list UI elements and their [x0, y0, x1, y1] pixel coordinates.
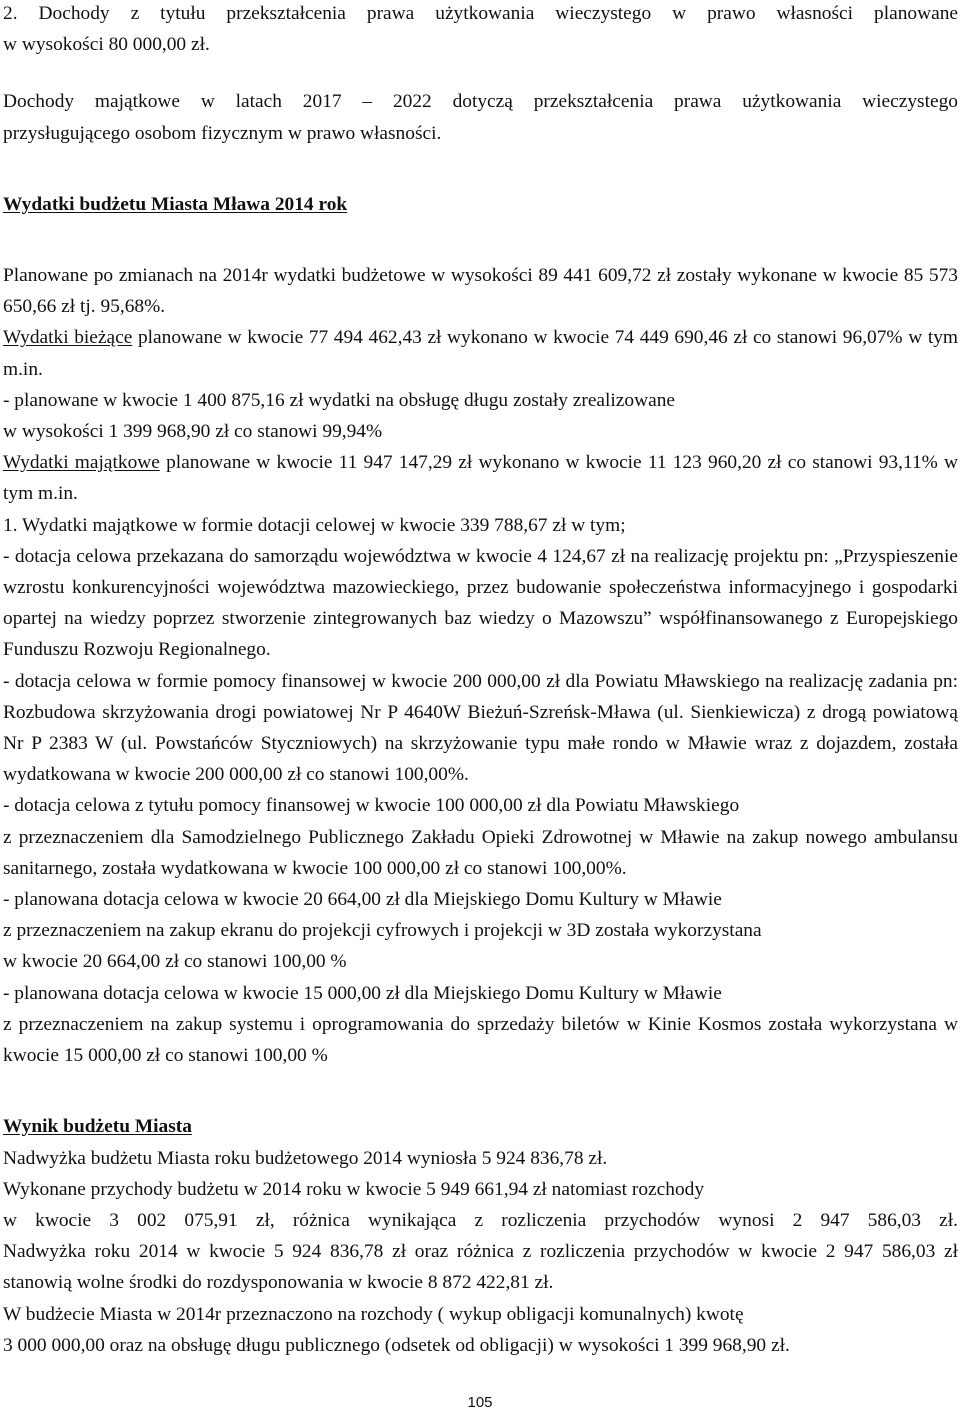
dlug-line1: - planowane w kwocie 1 400 875,16 zł wydatki na obsługę długu zostały zrealizowane — [3, 389, 676, 411]
item2-line2: w wysokości 80 000,00 zł. — [3, 34, 210, 56]
wynik-line4: Nadwyżka roku 2014 w kwocie 5 924 836,78 zł oraz różnica z rozliczenia przychodów w kwocie 2 947 586,03 zł stanowią wolne środki do rozdysponowania w kwocie 8 872 422,81 zł. — [3, 1241, 958, 1294]
dotacja-5-line1: - planowana dotacja celowa w kwocie 15 000,00 zł dla Miejskiego Domu Kultury w Mławie — [3, 982, 722, 1004]
dotacja-5-rest: z przeznaczeniem na zakup systemu i oprogramowania do sprzedaży biletów w Kinie Kosmos została wykorzystana w kwocie 15 000,00 zł co stanowi 100,00 % — [3, 1013, 958, 1067]
dotacja-4-line3: w kwocie 20 664,00 zł co stanowi 100,00 % — [3, 951, 347, 973]
majatkowe-dochody-line2: przysługującego osobom fizycznym w prawo własności. — [3, 122, 442, 144]
dotacje-line: 1. Wydatki majątkowe w formie dotacji celowej w kwocie 339 788,67 zł w tym; — [3, 514, 626, 536]
dotacja-1: - dotacja celowa przekazana do samorządu województwa w kwocie 4 124,67 zł na realizację projektu pn: „Przyspieszenie wzrostu konkurencyjności województwa mazowieckiego, przez budowanie społeczeństwa informacyjnego i gospodarki opartej na wiedzy poprzez stworzenie zintegrowanych baz wiedzy o Mazowszu” współfinansowanego z Europejskiego Funduszu Rozwoju Regionalnego. — [3, 545, 958, 661]
dotacja-3-line1: - dotacja celowa z tytułu pomocy finansowej w kwocie 100 000,00 zł dla Powiatu Mławskiego — [3, 795, 740, 817]
page-number: 105 — [467, 1394, 493, 1411]
wynik-heading-text: Wynik budżetu Miasta — [3, 1116, 192, 1138]
wydatki-heading — [3, 189, 958, 220]
wydatki-majatkowe-label: Wydatki majątkowe — [3, 452, 160, 474]
dotacja-4-line2: z przeznaczeniem na zakup ekranu do projekcji cyfrowych i projekcji w 3D została wykorzystana — [3, 920, 762, 942]
wynik-line1: Nadwyżka budżetu Miasta roku budżetowego 2014 wyniosła 5 924 836,78 zł. — [3, 1147, 608, 1169]
wydatki-majatkowe-text: planowane w kwocie 11 947 147,29 zł wykonano w kwocie 11 123 960,20 zł co stanowi 93,11% w tym m.in. — [3, 452, 958, 505]
wynik-heading — [3, 1111, 958, 1142]
majatkowe-dochody-line1: Dochody majątkowe w latach 2017 – 2022 dotyczą przekształcenia prawa użytkowania wieczystego — [3, 91, 958, 113]
wydatki-paragraph: Planowane po zmianach na 2014r wydatki budżetowe w wysokości 89 441 609,72 zł zostały wykonane w kwocie 85 573 650,66 zł tj. 95,68%. — [3, 265, 958, 318]
item2-line1: 2. Dochody z tytułu przekształcenia prawa użytkowania wieczystego w prawo własności planowane — [3, 3, 958, 24]
wynik-line3: w kwocie 3 002 075,91 zł, różnica wynikająca z rozliczenia przychodów wynosi 2 947 586,03 zł. — [3, 1209, 958, 1231]
wynik-line5: W budżecie Miasta w 2014r przeznaczono na rozchody ( wykup obligacji komunalnych) kwotę — [3, 1303, 744, 1325]
wynik-line6: 3 000 000,00 oraz na obsługę długu publicznego (odsetek od obligacji) w wysokości 1 399 968,90 zł. — [3, 1334, 790, 1356]
wydatki-heading-text: Wydatki budżetu Miasta Mława 2014 rok — [3, 193, 348, 215]
wydatki-biezace-text: planowane w kwocie 77 494 462,43 zł wykonano w kwocie 74 449 690,46 zł co stanowi 96,07% w tym m.in. — [3, 327, 958, 380]
dotacja-4-line1: - planowana dotacja celowa w kwocie 20 664,00 zł dla Miejskiego Domu Kultury w Mławie — [3, 889, 722, 911]
wydatki-biezace-label: Wydatki bieżące — [3, 327, 133, 349]
wynik-line2: Wykonane przychody budżetu w 2014 roku w kwocie 5 949 661,94 zł natomiast rozchody — [3, 1178, 705, 1200]
wydatki-biezace-paragraph — [3, 322, 958, 384]
dlug-line2: w wysokości 1 399 968,90 zł co stanowi 99,94% — [3, 421, 383, 443]
dotacja-3-rest: z przeznaczeniem dla Samodzielnego Publicznego Zakładu Opieki Zdrowotnej w Mławie na zakup nowego ambulansu sanitarnego, została wydatkowana w kwocie 100 000,00 zł co stanowi 100,00%. — [3, 826, 958, 879]
dotacja-2: - dotacja celowa w formie pomocy finansowej w kwocie 200 000,00 zł dla Powiatu Mławskiego na realizację zadania pn: Rozbudowa skrzyżowania drogi powiatowej Nr P 4640W Bieżuń-Szreńsk-Mława (ul. Sienkiewicza) z drogą powiatową Nr P 2383 W (ul. Powstańców Styczniowych) na skrzyżowanie typu małe rondo w Mławie wraz z dojazdem, została wydatkowana w kwocie 200 000,00 zł co stanowi 100,00%. — [3, 670, 958, 786]
wydatki-majatkowe-paragraph — [3, 447, 958, 509]
